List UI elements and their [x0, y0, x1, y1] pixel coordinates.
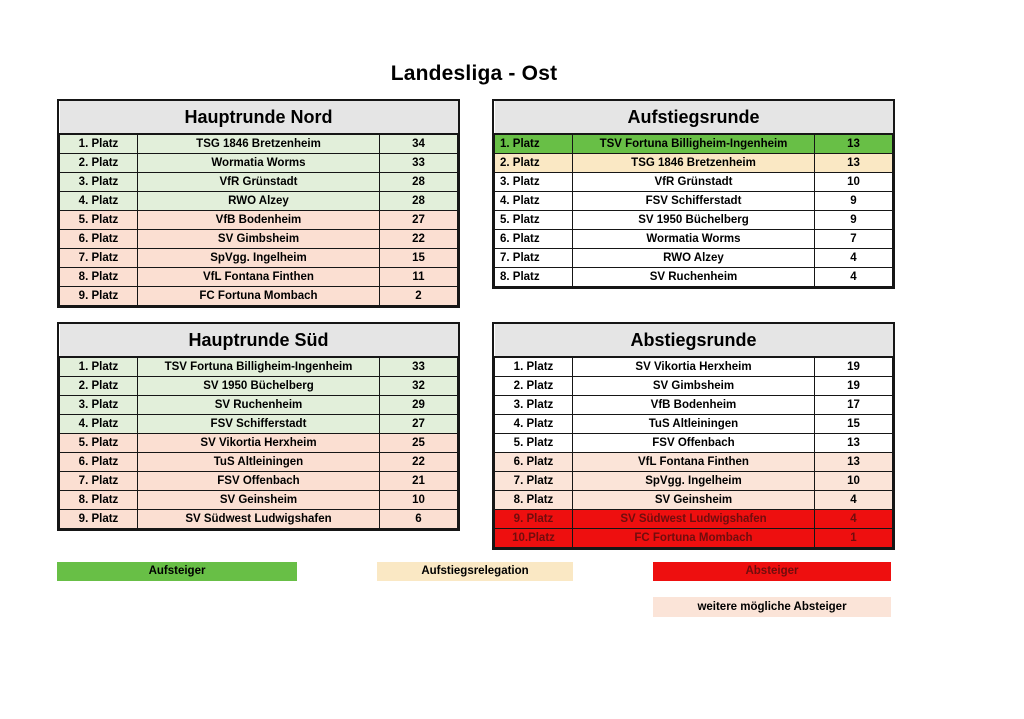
team-cell: FSV Schifferstadt [138, 415, 380, 434]
table-row [60, 453, 458, 472]
platz-cell: 3. Platz [60, 173, 138, 192]
table-row [495, 154, 893, 173]
punkte-cell: 4 [814, 510, 892, 529]
team-cell: VfB Bodenheim [573, 396, 815, 415]
team-cell: SV Geinsheim [573, 491, 815, 510]
table-row [495, 453, 893, 472]
punkte-cell: 25 [379, 434, 457, 453]
team-cell: SpVgg. Ingelheim [138, 249, 380, 268]
punkte-cell: 9 [814, 211, 892, 230]
platz-cell: 9. Platz [60, 510, 138, 529]
team-cell: SV Vikortia Herxheim [138, 434, 380, 453]
platz-cell: 5. Platz [60, 434, 138, 453]
platz-cell: 5. Platz [60, 211, 138, 230]
team-cell: TSV Fortuna Billigheim-Ingenheim [138, 357, 380, 377]
table-row [495, 510, 893, 529]
punkte-cell: 27 [379, 211, 457, 230]
team-cell: TuS Altleiningen [138, 453, 380, 472]
platz-cell: 4. Platz [60, 415, 138, 434]
punkte-cell: 34 [379, 134, 457, 154]
punkte-cell: 19 [814, 377, 892, 396]
platz-cell: 2. Platz [60, 154, 138, 173]
table-row [495, 211, 893, 230]
table-title: Hauptrunde Nord [60, 101, 458, 134]
table-body [60, 357, 458, 529]
punkte-cell: 4 [814, 268, 892, 287]
table-body [495, 357, 893, 548]
punkte-cell: 10 [814, 472, 892, 491]
punkte-cell: 22 [379, 230, 457, 249]
team-cell: VfL Fontana Finthen [138, 268, 380, 287]
table-row [60, 230, 458, 249]
table-header-row [60, 324, 458, 357]
table-row [495, 434, 893, 453]
team-cell: SV 1950 Büchelberg [138, 377, 380, 396]
team-cell: SV Geinsheim [138, 491, 380, 510]
platz-cell: 7. Platz [495, 249, 573, 268]
punkte-cell: 32 [379, 377, 457, 396]
punkte-cell: 9 [814, 192, 892, 211]
team-cell: FSV Schifferstadt [573, 192, 815, 211]
legend-aufsteiger: Aufsteiger [57, 562, 297, 581]
platz-cell: 1. Platz [60, 357, 138, 377]
table-abstiegsrunde [492, 322, 895, 550]
team-cell: SV Ruchenheim [573, 268, 815, 287]
table-row [495, 268, 893, 287]
punkte-cell: 27 [379, 415, 457, 434]
punkte-cell: 17 [814, 396, 892, 415]
table-row [495, 134, 893, 154]
team-cell: VfL Fontana Finthen [573, 453, 815, 472]
table-aufstiegsrunde [492, 99, 895, 289]
platz-cell: 9. Platz [495, 510, 573, 529]
punkte-cell: 6 [379, 510, 457, 529]
legend-absteiger: Absteiger [653, 562, 891, 581]
platz-cell: 2. Platz [495, 154, 573, 173]
table-row [495, 529, 893, 548]
punkte-cell: 4 [814, 249, 892, 268]
punkte-cell: 28 [379, 173, 457, 192]
team-cell: TuS Altleiningen [573, 415, 815, 434]
table-row [495, 230, 893, 249]
team-cell: SV Ruchenheim [138, 396, 380, 415]
team-cell: FSV Offenbach [573, 434, 815, 453]
punkte-cell: 22 [379, 453, 457, 472]
team-cell: VfR Grünstadt [138, 173, 380, 192]
team-cell: SV Gimbsheim [573, 377, 815, 396]
team-cell: VfR Grünstadt [573, 173, 815, 192]
punkte-cell: 2 [379, 287, 457, 306]
platz-cell: 2. Platz [495, 377, 573, 396]
table-row [495, 415, 893, 434]
team-cell: FC Fortuna Mombach [138, 287, 380, 306]
table-body [495, 134, 893, 287]
team-cell: Wormatia Worms [573, 230, 815, 249]
platz-cell: 1. Platz [495, 134, 573, 154]
table-row [60, 491, 458, 510]
table-row [495, 377, 893, 396]
punkte-cell: 19 [814, 357, 892, 377]
punkte-cell: 33 [379, 357, 457, 377]
platz-cell: 8. Platz [495, 491, 573, 510]
legend-weitere-moegliche-absteiger: weitere mögliche Absteiger [653, 597, 891, 617]
table-row [495, 472, 893, 491]
punkte-cell: 21 [379, 472, 457, 491]
team-cell: SV Vikortia Herxheim [573, 357, 815, 377]
punkte-cell: 1 [814, 529, 892, 548]
team-cell: SpVgg. Ingelheim [573, 472, 815, 491]
platz-cell: 3. Platz [60, 396, 138, 415]
punkte-cell: 10 [379, 491, 457, 510]
punkte-cell: 11 [379, 268, 457, 287]
team-cell: TSG 1846 Bretzenheim [138, 134, 380, 154]
table-row [495, 173, 893, 192]
platz-cell: 5. Platz [495, 211, 573, 230]
table-row [60, 357, 458, 377]
platz-cell: 8. Platz [60, 268, 138, 287]
platz-cell: 4. Platz [495, 192, 573, 211]
platz-cell: 8. Platz [495, 268, 573, 287]
platz-cell: 10.Platz [495, 529, 573, 548]
platz-cell: 5. Platz [495, 434, 573, 453]
table-row [60, 134, 458, 154]
team-cell: FSV Offenbach [138, 472, 380, 491]
page-title: Landesliga - Ost [390, 62, 558, 85]
team-cell: FC Fortuna Mombach [573, 529, 815, 548]
platz-cell: 2. Platz [60, 377, 138, 396]
platz-cell: 7. Platz [495, 472, 573, 491]
team-cell: SV Südwest Ludwigshafen [573, 510, 815, 529]
table-row [60, 396, 458, 415]
team-cell: RWO Alzey [138, 192, 380, 211]
team-cell: VfB Bodenheim [138, 211, 380, 230]
table-header-row [60, 101, 458, 134]
table-header-row [495, 324, 893, 357]
punkte-cell: 10 [814, 173, 892, 192]
table-row [60, 510, 458, 529]
table-row [495, 192, 893, 211]
platz-cell: 1. Platz [60, 134, 138, 154]
table-row [60, 154, 458, 173]
punkte-cell: 7 [814, 230, 892, 249]
team-cell: TSG 1846 Bretzenheim [573, 154, 815, 173]
table-row [60, 472, 458, 491]
team-cell: Wormatia Worms [138, 154, 380, 173]
punkte-cell: 28 [379, 192, 457, 211]
platz-cell: 6. Platz [495, 230, 573, 249]
platz-cell: 6. Platz [60, 230, 138, 249]
team-cell: SV 1950 Büchelberg [573, 211, 815, 230]
platz-cell: 3. Platz [495, 396, 573, 415]
punkte-cell: 29 [379, 396, 457, 415]
table-title: Abstiegsrunde [495, 324, 893, 357]
table-row [60, 268, 458, 287]
table-row [60, 192, 458, 211]
punkte-cell: 4 [814, 491, 892, 510]
table-header-row [495, 101, 893, 134]
table-row [495, 396, 893, 415]
team-cell: RWO Alzey [573, 249, 815, 268]
platz-cell: 3. Platz [495, 173, 573, 192]
punkte-cell: 13 [814, 453, 892, 472]
punkte-cell: 13 [814, 134, 892, 154]
punkte-cell: 15 [379, 249, 457, 268]
table-row [495, 357, 893, 377]
table-row [495, 491, 893, 510]
platz-cell: 9. Platz [60, 287, 138, 306]
table-row [60, 173, 458, 192]
punkte-cell: 15 [814, 415, 892, 434]
punkte-cell: 13 [814, 434, 892, 453]
team-cell: SV Südwest Ludwigshafen [138, 510, 380, 529]
table-row [60, 249, 458, 268]
table-row [60, 434, 458, 453]
table-title: Aufstiegsrunde [495, 101, 893, 134]
platz-cell: 4. Platz [60, 192, 138, 211]
table-title: Hauptrunde Süd [60, 324, 458, 357]
team-cell: SV Gimbsheim [138, 230, 380, 249]
table-hauptrunde-nord [57, 99, 460, 308]
table-body [60, 134, 458, 306]
table-hauptrunde-sued [57, 322, 460, 531]
table-row [60, 415, 458, 434]
team-cell: TSV Fortuna Billigheim-Ingenheim [573, 134, 815, 154]
platz-cell: 7. Platz [60, 472, 138, 491]
platz-cell: 6. Platz [495, 453, 573, 472]
platz-cell: 7. Platz [60, 249, 138, 268]
punkte-cell: 13 [814, 154, 892, 173]
platz-cell: 6. Platz [60, 453, 138, 472]
legend-aufstiegsrelegation: Aufstiegsrelegation [377, 562, 573, 581]
platz-cell: 1. Platz [495, 357, 573, 377]
table-row [60, 287, 458, 306]
table-row [60, 211, 458, 230]
platz-cell: 4. Platz [495, 415, 573, 434]
platz-cell: 8. Platz [60, 491, 138, 510]
table-row [60, 377, 458, 396]
table-row [495, 249, 893, 268]
punkte-cell: 33 [379, 154, 457, 173]
